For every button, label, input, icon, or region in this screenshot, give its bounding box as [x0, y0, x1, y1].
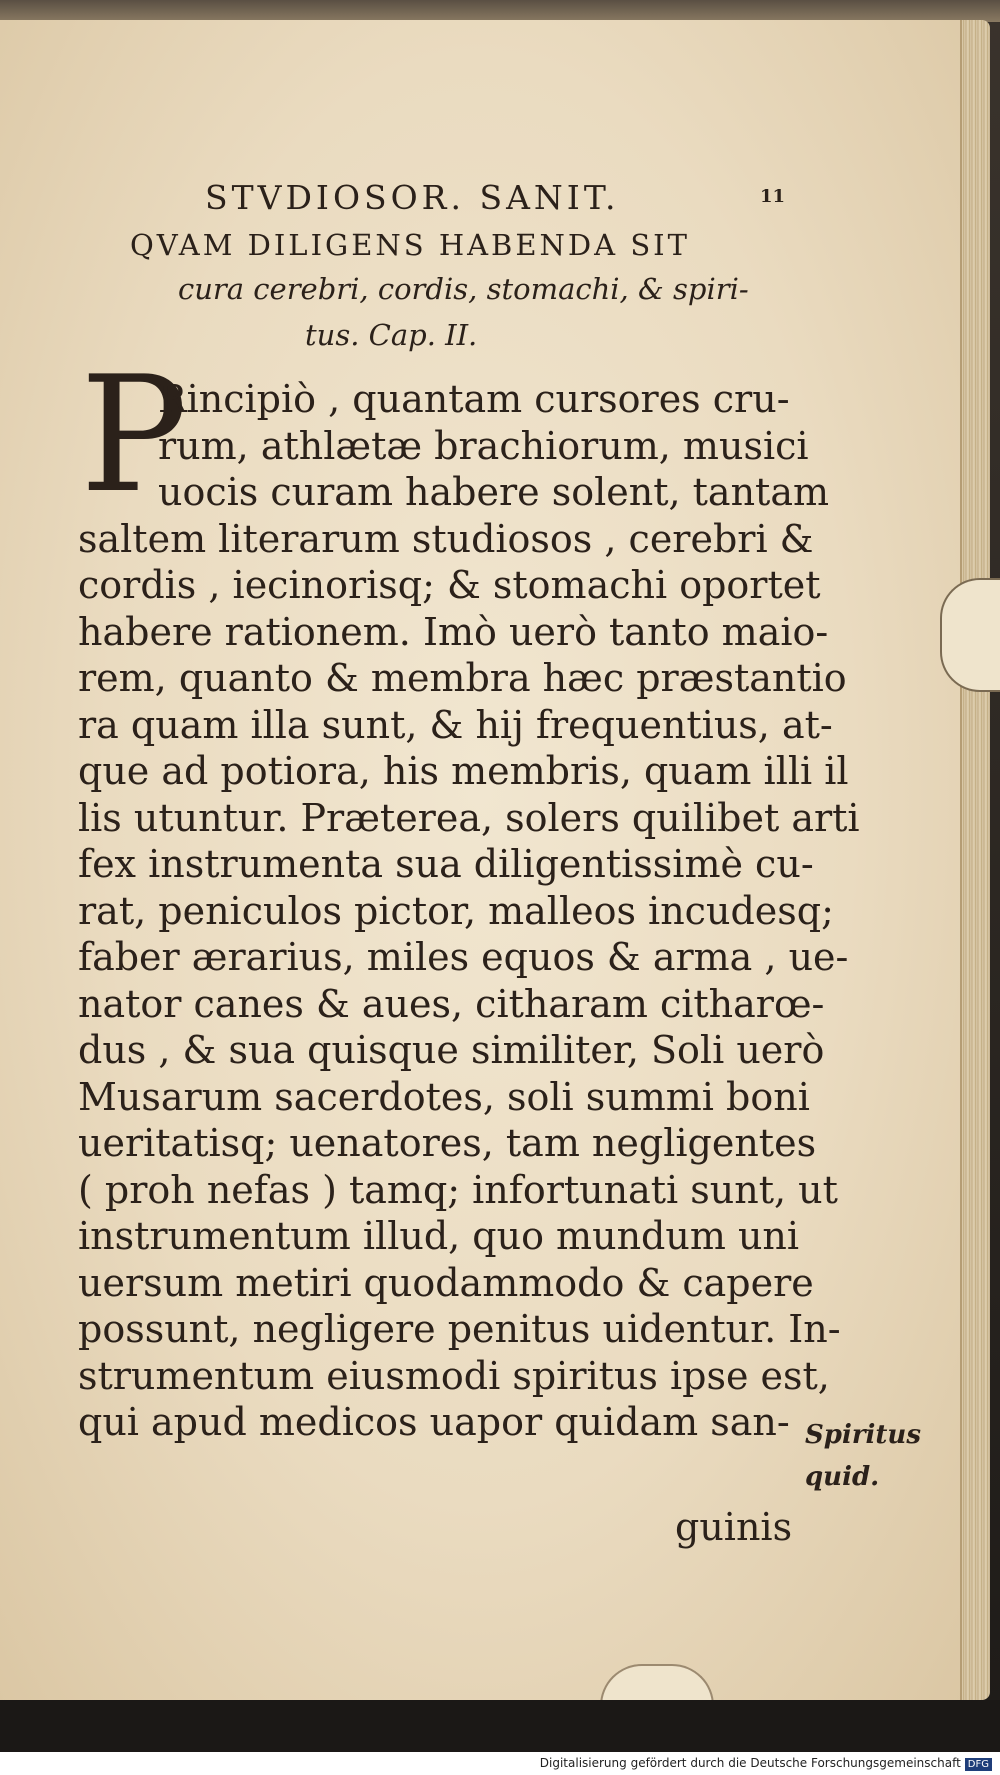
text-line: nator canes & aues, citharam citharœ-	[78, 981, 825, 1026]
marginal-note	[805, 1414, 921, 1498]
text-line: Rincipiò , quantam cursores cru-	[158, 377, 790, 421]
book-top-edge	[0, 0, 1000, 22]
text-line: rum, athlætæ brachiorum, musici	[158, 423, 809, 468]
text-line: rat, peniculos pictor, malleos incudesq;	[78, 888, 834, 933]
text-line: Musarum sacerdotes, soli summi boni	[78, 1074, 810, 1119]
dfg-logo: DFG	[965, 1758, 992, 1771]
text-line: possunt, negligere penitus uidentur. In-	[78, 1307, 841, 1351]
drop-cap-initial: P	[80, 341, 188, 528]
text-line: faber ærarius, miles equos & arma , ue-	[78, 935, 849, 979]
digitization-credit	[0, 1752, 1000, 1775]
text-line: fex instrumenta sua diligentissimè cu-	[78, 842, 814, 886]
text-line: ( proh nefas ) tamq; infortunati sunt, ut	[78, 1167, 838, 1212]
text-line: lis utuntur. Præterea, solers quilibet arti	[78, 795, 860, 840]
chapter-heading-line-3: tus. Cap. II.	[305, 318, 478, 352]
text-line: ra quam illa sunt, & hij frequentius, at-	[78, 702, 833, 747]
text-line: uocis curam habere solent, tantam	[158, 470, 830, 514]
text-line: dus , & sua quisque similiter, Soli uerò	[78, 1028, 825, 1072]
text-line: instrumentum illud, quo mundum uni	[78, 1214, 800, 1258]
text-line: qui apud medicos uapor quidam san-	[78, 1400, 790, 1444]
bottom-strip	[0, 1700, 1000, 1752]
chapter-heading-line-2: cura cerebri, cordis, stomachi, & spiri-	[178, 272, 749, 306]
marginal-note-line: Spiritus	[805, 1420, 921, 1450]
folio-number: 11	[760, 186, 786, 207]
body-text	[78, 376, 860, 1446]
running-head: STVDIOSOR. SANIT.	[205, 178, 620, 217]
catchword: guinis	[675, 1505, 793, 1549]
paper-clip-tab	[940, 578, 1000, 692]
text-line: saltem literarum studiosos , cerebri &	[78, 516, 814, 561]
text-line: cordis , iecinorisq; & stomachi oportet	[78, 563, 821, 607]
text-line: que ad potiora, his membris, quam illi il	[78, 749, 849, 793]
chapter-heading-caps: QVAM DILIGENS HABENDA SIT	[130, 228, 690, 262]
text-line: uersum metiri quodammodo & capere	[78, 1260, 814, 1305]
text-line: ueritatisq; uenatores, tam negligentes	[78, 1121, 817, 1165]
credit-text: Digitalisierung gefördert durch die Deutsche Forschungsgemeinschaft	[539, 1756, 961, 1770]
text-line: habere rationem. Imò uerò tanto maio-	[78, 609, 829, 654]
text-line: strumentum eiusmodi spiritus ipse est,	[78, 1353, 830, 1398]
text-line: rem, quanto & membra hæc præstantio	[78, 656, 847, 700]
marginal-note-line: quid.	[805, 1462, 880, 1492]
